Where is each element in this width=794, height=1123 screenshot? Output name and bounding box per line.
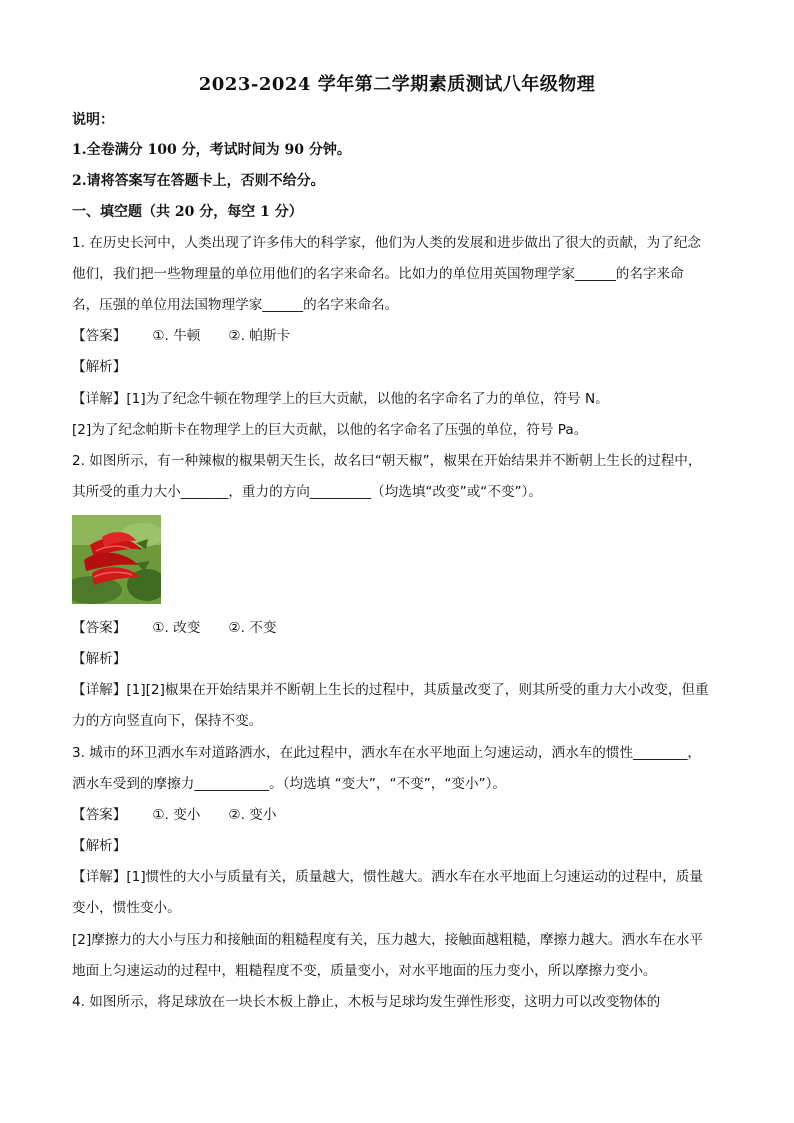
- q2-answer-2: ②. 不变: [228, 620, 277, 636]
- q3-detail-line-1: [72, 867, 703, 887]
- q2-detail-text-1: [1][2]椒果在开始结果并不断朝上生长的过程中，其质量改变了，则其所受的重力大小改变，但重: [126, 682, 709, 698]
- q1-detail-line-1: [72, 389, 609, 409]
- q2-answer-1: ①. 改变: [152, 620, 201, 636]
- q1-line-2: 他们，我们把一些物理量的单位用他们的名字来命名。比如力的单位用英国物理学家______的名字来命: [72, 266, 684, 282]
- q2-answer: [72, 618, 276, 638]
- detail-label: 【详解】: [72, 682, 127, 698]
- answer-label: 【答案】: [72, 807, 127, 823]
- chili-pepper-photo: [72, 515, 161, 604]
- q3-detail-line-2: 变小，惯性变小。: [72, 900, 181, 916]
- answer-label: 【答案】: [72, 328, 127, 344]
- q1-answer: [72, 326, 290, 346]
- q3-detail-line-3: [2]摩擦力的大小与压力和接触面的粗糙程度有关，压力越大，接触面越粗糙，摩擦力越大。洒水车在水平: [72, 932, 703, 948]
- detail-label: 【详解】: [72, 869, 127, 885]
- q3-detail-line-4: 地面上匀速运动的过程中，粗糙程度不变，质量变小，对水平地面的压力变小，所以摩擦力变小。: [72, 963, 657, 979]
- q2-detail-line-2: 力的方向竖直向下，保持不变。: [72, 713, 263, 729]
- q3-line-2: 洒水车受到的摩擦力___________。（均选填 “变大”，“不变”，“变小”）。: [72, 776, 506, 792]
- q3-answer-1: ①. 变小: [152, 807, 201, 823]
- q2-line-2: 其所受的重力大小_______，重力的方向_________（均选填“改变”或“不变”）。: [72, 484, 542, 500]
- q2-line-1: 2. 如图所示，有一种辣椒的椒果朝天生长，故名曰“朝天椒”，椒果在开始结果并不断朝上生长的过程中，: [72, 453, 702, 469]
- q3-answer: [72, 805, 276, 825]
- q1-answer-2: ②. 帕斯卡: [228, 328, 291, 344]
- detail-label: 【详解】: [72, 391, 127, 407]
- q2-analysis-label: 【解析】: [72, 651, 127, 667]
- section-heading: 一、填空题（共 20 分，每空 1 分）: [72, 204, 303, 220]
- note-item-1: 1.全卷满分 100 分，考试时间为 90 分钟。: [72, 142, 351, 158]
- q1-answer-1: ①. 牛顿: [152, 328, 201, 344]
- q3-analysis-label: 【解析】: [72, 838, 127, 854]
- answer-label: 【答案】: [72, 620, 127, 636]
- q1-detail-text-1: [1]为了纪念牛顿在物理学上的巨大贡献，以他的名字命名了力的单位，符号 N。: [126, 391, 609, 407]
- q1-analysis-label: 【解析】: [72, 359, 127, 375]
- q3-answer-2: ②. 变小: [228, 807, 277, 823]
- q4-line-1: 4. 如图所示，将足球放在一块长木板上静止，木板与足球均发生弹性形变，这明力可以改变物体的: [72, 994, 661, 1010]
- notes-heading: 说明：: [72, 112, 114, 128]
- q3-detail-text-1: [1]惯性的大小与质量有关，质量越大，惯性越大。洒水车在水平地面上匀速运动的过程中，质量: [126, 869, 703, 885]
- q1-line-3: 名，压强的单位用法国物理学家______的名字来命名。: [72, 297, 399, 313]
- exam-title: 2023-2024 学年第二学期素质测试八年级物理: [198, 74, 596, 95]
- q3-line-1: 3. 城市的环卫洒水车对道路洒水，在此过程中，洒水车在水平地面上匀速运动，洒水车的惯性________，: [72, 745, 702, 761]
- q1-detail-line-2: [2]为了纪念帕斯卡在物理学上的巨大贡献，以他的名字命名了压强的单位，符号 Pa。: [72, 422, 588, 438]
- q2-detail-line-1: [72, 680, 709, 700]
- q1-line-1: 1. 在历史长河中，人类出现了许多伟大的科学家，他们为人类的发展和进步做出了很大的贡献，为了纪念: [72, 235, 702, 251]
- note-item-2: 2.请将答案写在答题卡上，否则不给分。: [72, 173, 325, 189]
